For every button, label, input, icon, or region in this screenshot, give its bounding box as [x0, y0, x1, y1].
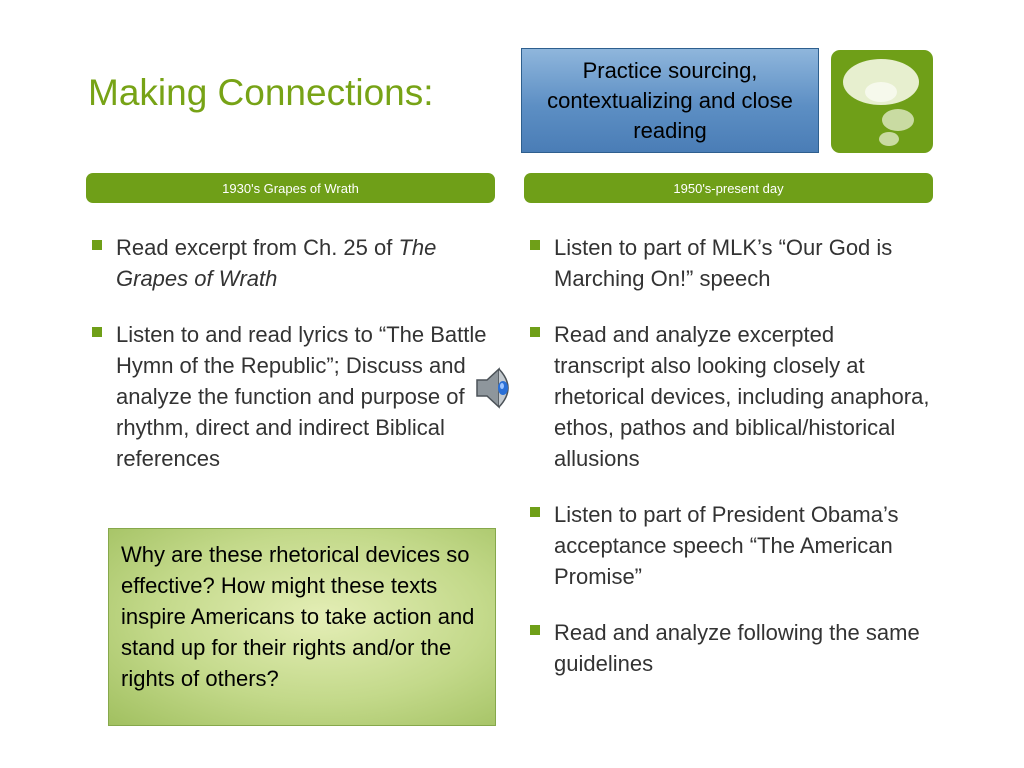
practice-callout: Practice sourcing, contextualizing and close reading	[521, 48, 819, 153]
bullet-square-icon	[92, 240, 102, 250]
right-column-header: 1950's-present day	[524, 173, 933, 203]
speaker-icon	[473, 363, 521, 413]
bullet-text: Listen to part of MLK’s “Our God is Marching On!” speech	[554, 235, 893, 291]
bullet-item	[530, 319, 930, 474]
thought-bubble-icon	[831, 50, 933, 153]
bullet-item	[530, 232, 930, 294]
slide-title: Making Connections:	[88, 72, 434, 113]
bullet-square-icon	[530, 625, 540, 635]
bullet-text: Listen to part of President Obama’s acceptance speech “The American Promise”	[554, 502, 899, 589]
thought-bubble-logo	[831, 50, 933, 153]
bullet-square-icon	[530, 327, 540, 337]
bullet-text: Read and analyze following the same guidelines	[554, 620, 920, 676]
left-bullet-list	[92, 232, 487, 499]
audio-speaker-button[interactable]	[473, 363, 521, 413]
bullet-item	[92, 232, 487, 294]
bullet-text: Read and analyze excerpted transcript also looking closely at rhetorical devices, including anaphora, ethos, pathos and biblical/historical allusions	[554, 322, 930, 471]
bullet-emphasis: The Grapes of Wrath	[116, 235, 437, 291]
right-bullet-list	[530, 232, 930, 704]
bullet-square-icon	[530, 507, 540, 517]
bullet-square-icon	[530, 240, 540, 250]
left-column-header: 1930's Grapes of Wrath	[86, 173, 495, 203]
bullet-item	[92, 319, 487, 474]
bullet-item	[530, 499, 930, 592]
bullet-text: Read excerpt from Ch. 25 of	[116, 235, 399, 260]
question-callout: Why are these rhetorical devices so effective? How might these texts inspire Americans to take action and stand up for their rights and/or the rights of others?	[108, 528, 496, 726]
bullet-item	[530, 617, 930, 679]
bullet-square-icon	[92, 327, 102, 337]
bullet-text: Listen to and read lyrics to “The Battle Hymn of the Republic”; Discuss and analyze the function and purpose of rhythm, direct and indirect Biblical references	[116, 322, 487, 471]
